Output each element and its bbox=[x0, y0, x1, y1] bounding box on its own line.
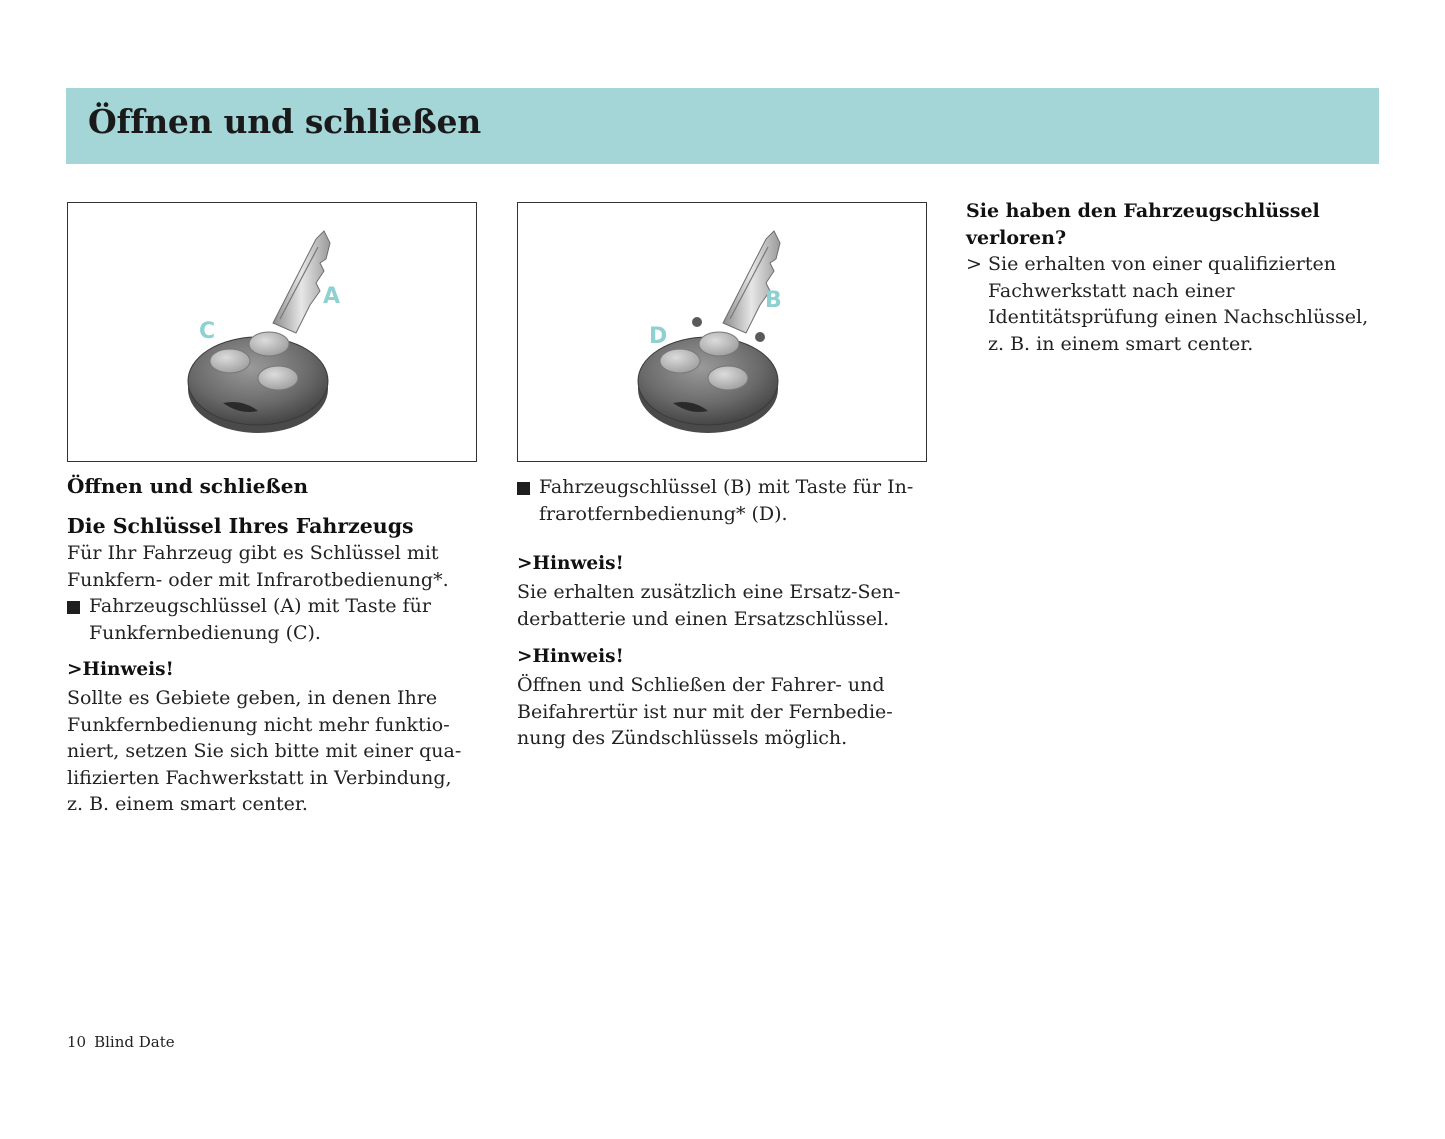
note-paragraph: Öffnen und Schließen der Fahrer- und Beifahrertür ist nur mit der Fernbedie- nung des Zündschlüssels möglich. bbox=[517, 674, 893, 749]
label-key-b: B bbox=[765, 288, 782, 313]
subsection-title: Die Schlüssel Ihres Fahrzeugs bbox=[67, 514, 414, 538]
bullet-radio-key: Fahrzeugschlüssel (A) mit Taste für Funkfernbedienung (C). bbox=[67, 593, 467, 653]
infrared-key-illustration bbox=[518, 203, 928, 463]
note-label: >Hinweis! bbox=[517, 553, 624, 574]
label-button-d: D bbox=[649, 324, 668, 349]
page-number: 10 bbox=[67, 1033, 87, 1051]
lost-key-question: Sie haben den Fahrzeugschlüssel verloren? bbox=[966, 200, 1320, 249]
lost-key-answer: > Sie erhalten von einer qualifizierten Fachwerkstatt nach einer Identitätsprüfung einen Nachschlüssel, z. B. in einem smart center. bbox=[966, 253, 1369, 355]
header-band bbox=[66, 88, 1379, 164]
label-key-a: A bbox=[323, 284, 341, 309]
note-label: >Hinweis! bbox=[517, 646, 624, 667]
bullet-square-icon bbox=[517, 482, 530, 495]
figure-infrared-key bbox=[517, 202, 927, 462]
key-blade-icon bbox=[273, 231, 330, 333]
figure-radio-key bbox=[67, 202, 477, 462]
note-paragraph: Sollte es Gebiete geben, in denen Ihre Funkfernbedienung nicht mehr funktio- niert, setzen Sie sich bitte mit einer qua- lifizierten Fachwerkstatt in Verbindung, z. B. einem smart center. bbox=[67, 687, 462, 815]
note-paragraph: Sie erhalten zusätzlich eine Ersatz-Sen- derbatterie und einen Ersatzschlüssel. bbox=[517, 581, 901, 630]
footer-section: Blind Date bbox=[94, 1033, 175, 1051]
intro-paragraph: Für Ihr Fahrzeug gibt es Schlüssel mit Funkfern- oder mit Infrarotbedienung*. bbox=[67, 542, 449, 591]
page-title: Öffnen und schließen bbox=[88, 102, 481, 141]
bullet-infrared-key: Fahrzeugschlüssel (B) mit Taste für In- frarotfernbedienung* (D). bbox=[517, 474, 929, 534]
bullet-square-icon bbox=[67, 601, 80, 614]
arrow-icon: > bbox=[966, 253, 982, 275]
note-label: >Hinweis! bbox=[67, 659, 174, 680]
radio-key-illustration bbox=[68, 203, 478, 463]
key-fob-icon bbox=[188, 332, 328, 433]
key-blade-icon bbox=[723, 231, 780, 333]
label-button-c: C bbox=[199, 319, 216, 344]
page-footer bbox=[67, 1033, 175, 1051]
section-title: Öffnen und schließen bbox=[67, 474, 308, 498]
